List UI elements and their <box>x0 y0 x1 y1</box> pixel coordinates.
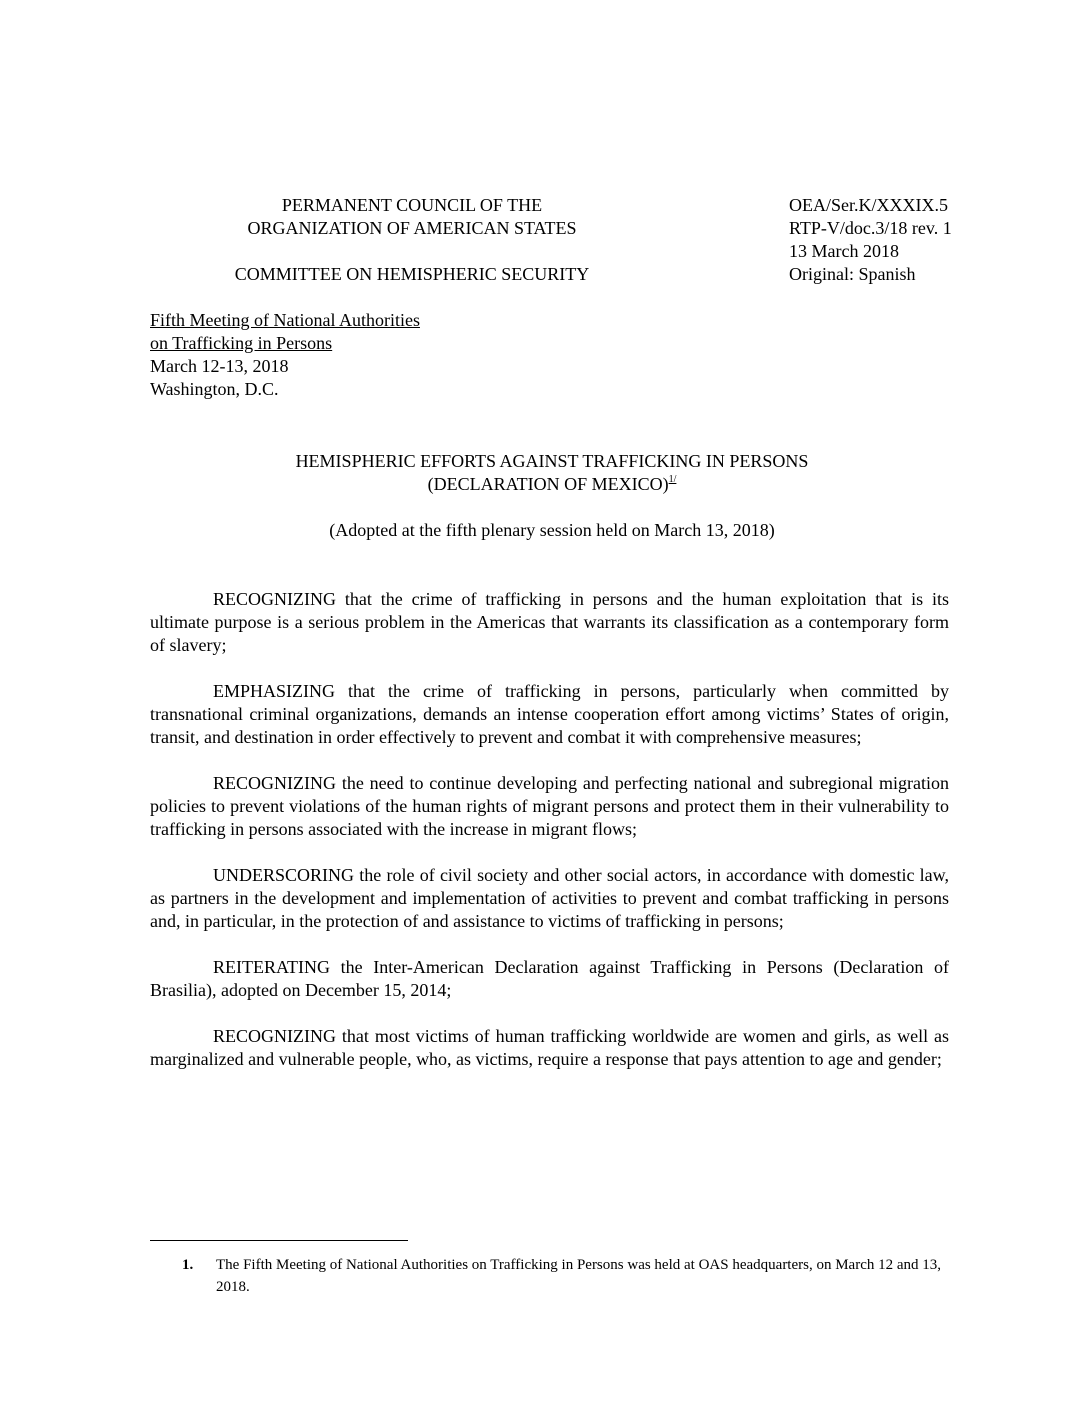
org-name-line-2: ORGANIZATION OF AMERICAN STATES <box>247 218 577 238</box>
document-reference <box>789 194 1029 286</box>
footnote <box>150 1254 949 1298</box>
preamble-paragraph: UNDERSCORING the role of civil society and other social actors, in accordance with domestic law, as partners in the development and implementation of activities to prevent and combat trafficking in persons and, in particular, in the protection of and assistance to victims of trafficking in persons; <box>150 865 949 931</box>
meeting-info <box>150 309 550 401</box>
org-name-line-1: PERMANENT COUNCIL OF THE <box>281 195 543 215</box>
footnote-reference: 1/ <box>668 474 677 485</box>
preamble-paragraph: EMPHASIZING that the crime of trafficking in persons, particularly when committed by transnational criminal organizations, demands an intense cooperation effort among victims’ States of origin, transit, and destination in order effectively to prevent and combat it with comprehensive measures; <box>150 681 949 747</box>
footnote-text: The Fifth Meeting of National Authorities on Trafficking in Persons was held at OAS headquarters, on March 12 and 13, 2018. <box>216 1257 942 1295</box>
preamble-paragraph: RECOGNIZING that most victims of human trafficking worldwide are women and girls, as well as marginalized and vulnerable people, who, as victims, require a response that pays attention to age and gender; <box>150 1026 949 1069</box>
preamble-paragraph: RECOGNIZING that the crime of trafficking in persons and the human exploitation that is its ultimate purpose is a serious problem in the Americas that warrants its classification as a contemporary form of slavery; <box>150 589 949 655</box>
meeting-name-line-1: Fifth Meeting of National Authorities <box>150 310 420 330</box>
preamble-paragraph: REITERATING the Inter-American Declaration against Trafficking in Persons (Declaration of Brasilia), adopted on December 15, 2014; <box>150 957 949 1000</box>
meeting-place: Washington, D.C. <box>150 379 279 399</box>
footnote-number: 1. <box>182 1257 194 1273</box>
declaration-title-line-2-wrap <box>152 473 952 496</box>
preamble-paragraph: RECOGNIZING the need to continue developing and perfecting national and subregional migration policies to prevent violations of the human rights of migrant persons and protect them in their vulnerability to trafficking in persons associated with the increase in migrant flows; <box>150 773 949 839</box>
declaration-title <box>152 450 952 496</box>
original-language: Original: Spanish <box>789 264 916 284</box>
document-number: RTP-V/doc.3/18 rev. 1 <box>789 218 952 238</box>
declaration-title-line-1: HEMISPHERIC EFFORTS AGAINST TRAFFICKING IN PERSONS <box>295 451 809 471</box>
document-series: OEA/Ser.K/XXXIX.5 <box>789 195 948 215</box>
footnote-divider <box>150 1240 408 1241</box>
declaration-title-line-2: (DECLARATION OF MEXICO) <box>427 474 669 494</box>
meeting-dates: March 12-13, 2018 <box>150 356 289 376</box>
committee-name: COMMITTEE ON HEMISPHERIC SECURITY <box>234 264 590 284</box>
meeting-name-line-2: on Trafficking in Persons <box>150 333 333 353</box>
document-date: 13 March 2018 <box>789 241 899 261</box>
organization-heading <box>152 194 672 240</box>
adoption-note: (Adopted at the fifth plenary session held on March 13, 2018) <box>329 520 775 540</box>
preamble-body <box>150 588 949 1094</box>
